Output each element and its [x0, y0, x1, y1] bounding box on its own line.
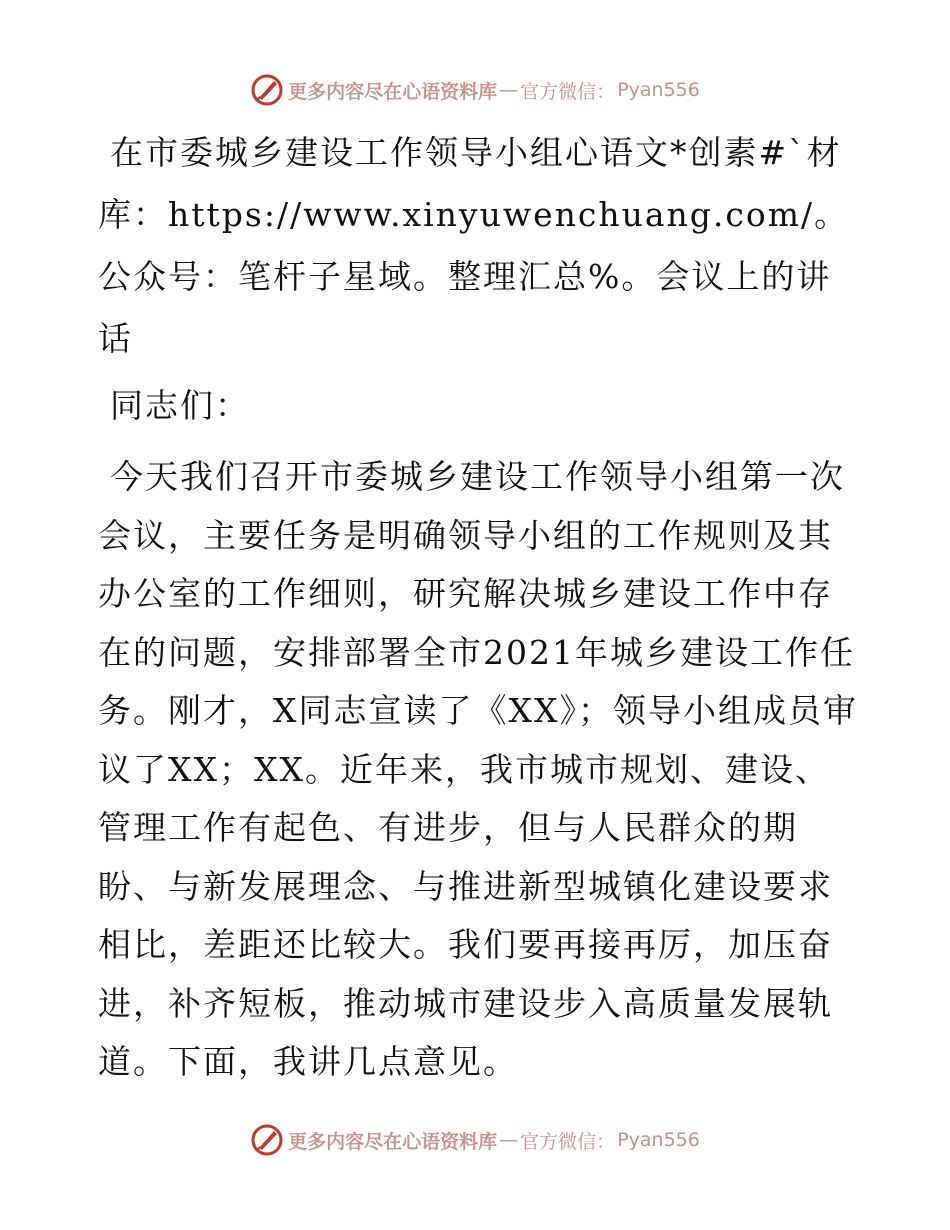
banner-wechat-id: Pyan556 — [617, 1129, 700, 1151]
footer-banner — [0, 1120, 950, 1160]
banner-wechat-id: Pyan556 — [617, 79, 700, 101]
document-content — [98, 122, 858, 1092]
banner-slogan: 更多内容尽在心语资料库 — [288, 1130, 498, 1153]
quill-pen-icon — [250, 1123, 284, 1157]
quill-pen-icon — [250, 73, 284, 107]
banner-wechat-label: 官方微信： — [520, 1130, 616, 1153]
body-paragraph: 今天我们召开市委城乡建设工作领导小组第一次会议，主要任务是明确领导小组的工作规则及其办公室的工作细则，研究解决城乡建设工作中存在的问题，安排部署全市2021年城乡建设工作任务。刚才，X同志宣读了《XX》；领导小组成员审议了XX；XX。近年来，我市城市规划、建设、管理工作有起色、有进步，但与人民群众的期盼、与新发展理念、与推进新型城镇化建设要求相比，差距还比较大。我们要再接再厉，加压奋进，补齐短板，推动城市建设步入高质量发展轨道。下面，我讲几点意见。 — [98, 457, 858, 1081]
banner-separator: — — [499, 79, 519, 101]
banner-slogan: 更多内容尽在心语资料库 — [288, 80, 498, 103]
header-banner — [0, 70, 950, 110]
banner-separator: — — [499, 1129, 519, 1151]
greeting: 同志们： — [110, 386, 250, 425]
banner-wechat-label: 官方微信： — [520, 80, 616, 103]
document-title: 在市委城乡建设工作领导小组心语文*创素#`材库：https://www.xinyuwenchuang.com/。公众号：笔杆子星域。整理汇总%。会议上的讲话 — [98, 133, 850, 358]
